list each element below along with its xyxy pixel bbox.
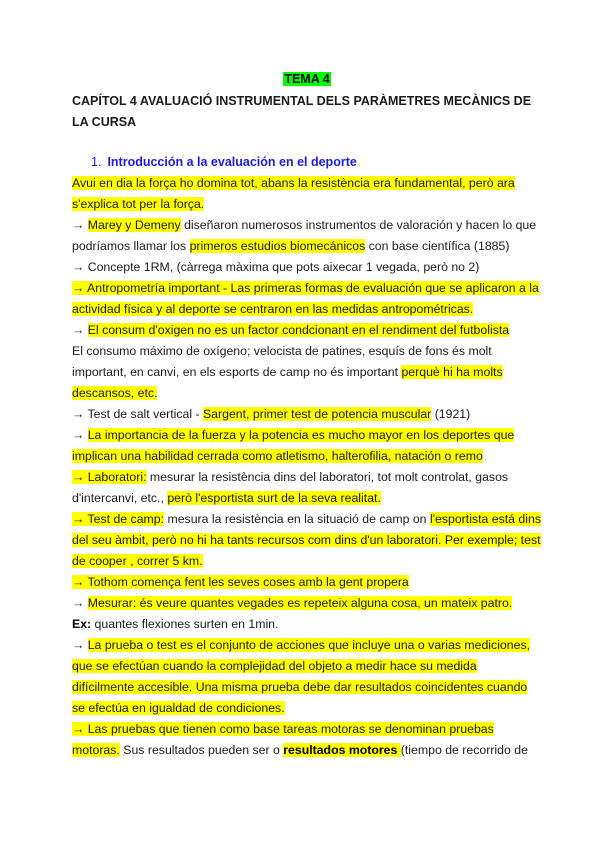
highlighted-text: primeros estudios biomecánicos bbox=[189, 239, 366, 253]
paragraph bbox=[72, 614, 542, 635]
tema-highlight: TEMA 4 bbox=[284, 72, 330, 86]
highlighted-text: → Antropometría important - Las primeras formas de evaluación que se aplicaron a la actividad física y al deporte se centraron en las medidas antropométricas. bbox=[72, 281, 539, 316]
text-segment: Sus resultados pueden ser o bbox=[119, 743, 284, 757]
text-segment: mesura la resistència en la situació de camp on bbox=[164, 512, 430, 526]
paragraph bbox=[72, 593, 542, 614]
tema-label bbox=[72, 70, 542, 88]
text-segment: El consumo máximo de oxígeno; velocista de patines, esquís de fons és molt important, en canvi, en els esports de camp no és important bbox=[72, 344, 492, 379]
section-title: Introducción a la evaluación en el deporte bbox=[107, 155, 357, 169]
highlighted-text: l'esportista está dins del seu àmbit, però no hi ha tants recursos com dins d'un laboratori. Per exemple; test de cooper , correr 5 km. bbox=[72, 512, 541, 568]
document-page bbox=[72, 70, 542, 761]
text-segment: quantes flexiones surten en 1min. bbox=[91, 617, 279, 631]
paragraph bbox=[72, 572, 542, 593]
text-segment: → Test de salt vertical - bbox=[72, 407, 203, 421]
paragraph bbox=[72, 173, 542, 215]
text-segment: → bbox=[72, 596, 88, 610]
text-segment: con base científica (1885) bbox=[365, 239, 510, 253]
text-segment: mesurar la resistència dins del laboratori, tot molt controlat, gasos d'intercanvi, etc., bbox=[72, 470, 509, 505]
paragraph bbox=[72, 257, 542, 278]
paragraph bbox=[72, 719, 542, 761]
text-segment: → bbox=[72, 638, 88, 652]
highlighted-text: resultados motores bbox=[283, 743, 401, 757]
highlighted-text: Avui en dia la força ho domina tot, abans la resistència era fundamental, però ara s'explica tot per la força. bbox=[72, 176, 515, 211]
highlighted-text: → Tothom comença fent les seves coses amb la gent propera bbox=[72, 575, 409, 589]
highlighted-text: → Las pruebas que tienen como base tareas motoras se denominan pruebas motoras. bbox=[72, 722, 494, 757]
text-segment: diseñaron numerosos instrumentos de valoración y hacen lo que podríamos llamar los bbox=[72, 218, 537, 253]
section-heading bbox=[72, 152, 542, 173]
paragraph bbox=[72, 509, 542, 572]
highlighted-text: Mesurar: és veure quantes vegades es repeteix alguna cosa, un mateix patro. bbox=[87, 596, 513, 610]
highlighted-text: però l'esportista surt de la seva realitat. bbox=[167, 491, 381, 505]
document-body bbox=[72, 173, 542, 761]
highlighted-text: → Test de camp: bbox=[72, 512, 165, 526]
highlighted-text: La prueba o test es el conjunto de acciones que incluye una o varias mediciones, que se efectúan cuando la complejidad del objeto a medir hace su medida difícilmente accesible. Una misma prueba debe dar resultados coincidentes cuando se efectúa en igualdad de condiciones. bbox=[72, 638, 531, 715]
paragraph bbox=[72, 215, 542, 257]
chapter-title: CAPÍTOL 4 AVALUACIÓ INSTRUMENTAL DELS PARÀMETRES MECÀNICS DE LA CURSA bbox=[72, 94, 532, 129]
highlighted-text: → Laboratori: bbox=[72, 470, 147, 484]
text-segment: → bbox=[72, 323, 88, 337]
text-segment: → Concepte 1RM, (càrrega màxima que pots aixecar 1 vegada, però no 2) bbox=[72, 260, 480, 274]
paragraph bbox=[72, 635, 542, 719]
paragraph bbox=[72, 278, 542, 320]
text-segment: → bbox=[72, 428, 88, 442]
highlighted-text: perquè hi ha molts descansos, etc. bbox=[72, 365, 503, 400]
paragraph bbox=[72, 320, 542, 341]
text-segment: (tiempo de recorrido de bbox=[400, 743, 528, 757]
highlighted-text: Sargent, primer test de potencia muscular bbox=[202, 407, 432, 421]
paragraph bbox=[72, 341, 542, 404]
section-number: 1. bbox=[91, 155, 102, 169]
highlighted-text: El consum d'oxigen no es un factor condcionant en el rendiment del futbolista bbox=[87, 323, 510, 337]
text-segment: Ex: bbox=[72, 617, 92, 631]
paragraph bbox=[72, 467, 542, 509]
highlighted-text: Marey y Demeny bbox=[87, 218, 181, 232]
text-segment: → bbox=[72, 218, 88, 232]
highlighted-text: La importancia de la fuerza y la potencia es mucho mayor en los deportes que implican una habilidad cerrada como atletismo, halterofilia, natación o remo bbox=[72, 428, 515, 463]
text-segment: (1921) bbox=[431, 407, 471, 421]
paragraph bbox=[72, 404, 542, 425]
paragraph bbox=[72, 425, 542, 467]
